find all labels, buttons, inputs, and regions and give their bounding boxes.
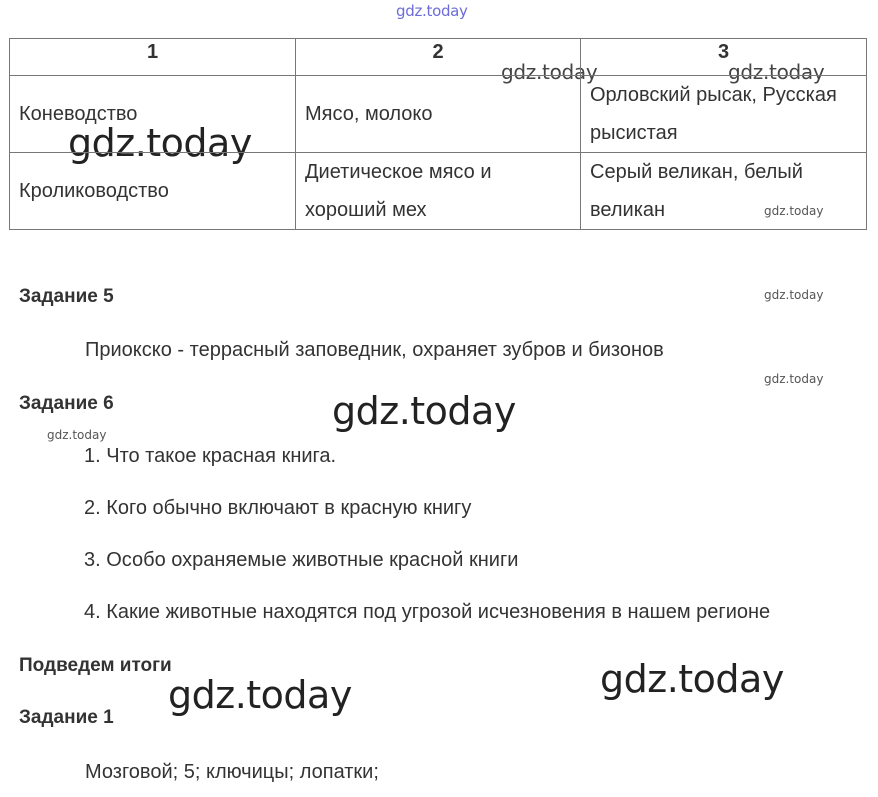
task6-item: 1. Что такое красная книга. bbox=[84, 445, 337, 467]
watermark: gdz.today bbox=[600, 657, 784, 701]
watermark-top: gdz.today bbox=[396, 2, 468, 20]
table-cell bbox=[581, 76, 867, 153]
task5-title: Задание 5 bbox=[19, 286, 114, 307]
watermark: gdz.today bbox=[764, 288, 824, 302]
table-cell bbox=[10, 153, 296, 230]
summary-task1-title: Задание 1 bbox=[19, 707, 114, 728]
task6-title: Задание 6 bbox=[19, 393, 114, 414]
task6-item: 3. Особо охраняемые животные красной книги bbox=[84, 549, 519, 571]
table-cell bbox=[581, 153, 867, 230]
watermark: gdz.today bbox=[168, 673, 352, 717]
table-cell bbox=[296, 153, 581, 230]
summary-task1-text: Мозговой; 5; ключицы; лопатки; bbox=[85, 761, 379, 783]
table-header-cell: 1 bbox=[10, 39, 296, 76]
task6-item: 2. Кого обычно включают в красную книгу bbox=[84, 497, 472, 519]
table-cell bbox=[296, 76, 581, 153]
task5-text: Приокско - террасный заповедник, охраняет зубров и бизонов bbox=[85, 339, 664, 361]
answer-table bbox=[9, 38, 867, 230]
cell-text: Кролиководство bbox=[19, 180, 169, 202]
table-row bbox=[10, 153, 867, 230]
table-cell bbox=[10, 76, 296, 153]
cell-text: Серый великан, белый великан bbox=[590, 161, 803, 221]
watermark: gdz.today bbox=[501, 60, 598, 84]
watermark: gdz.today bbox=[764, 204, 824, 218]
table-row bbox=[10, 76, 867, 153]
task6-item: 4. Какие животные находятся под угрозой исчезновения в нашем регионе bbox=[84, 601, 771, 623]
summary-title: Подведем итоги bbox=[19, 655, 172, 676]
cell-text: Мясо, молоко bbox=[305, 103, 433, 125]
cell-text: Коневодство bbox=[19, 103, 138, 125]
watermark: gdz.today bbox=[332, 389, 516, 433]
watermark: gdz.today bbox=[764, 372, 824, 386]
table-header-cell: 3 bbox=[581, 39, 867, 76]
table-header-row bbox=[10, 39, 867, 76]
cell-text: Диетическое мясо и хороший мех bbox=[305, 161, 492, 221]
watermark: gdz.today bbox=[68, 121, 252, 165]
cell-text: Орловский рысак, Русская рысистая bbox=[590, 84, 837, 144]
watermark: gdz.today bbox=[728, 60, 825, 84]
watermark: gdz.today bbox=[47, 428, 107, 442]
table-header-cell: 2 bbox=[296, 39, 581, 76]
